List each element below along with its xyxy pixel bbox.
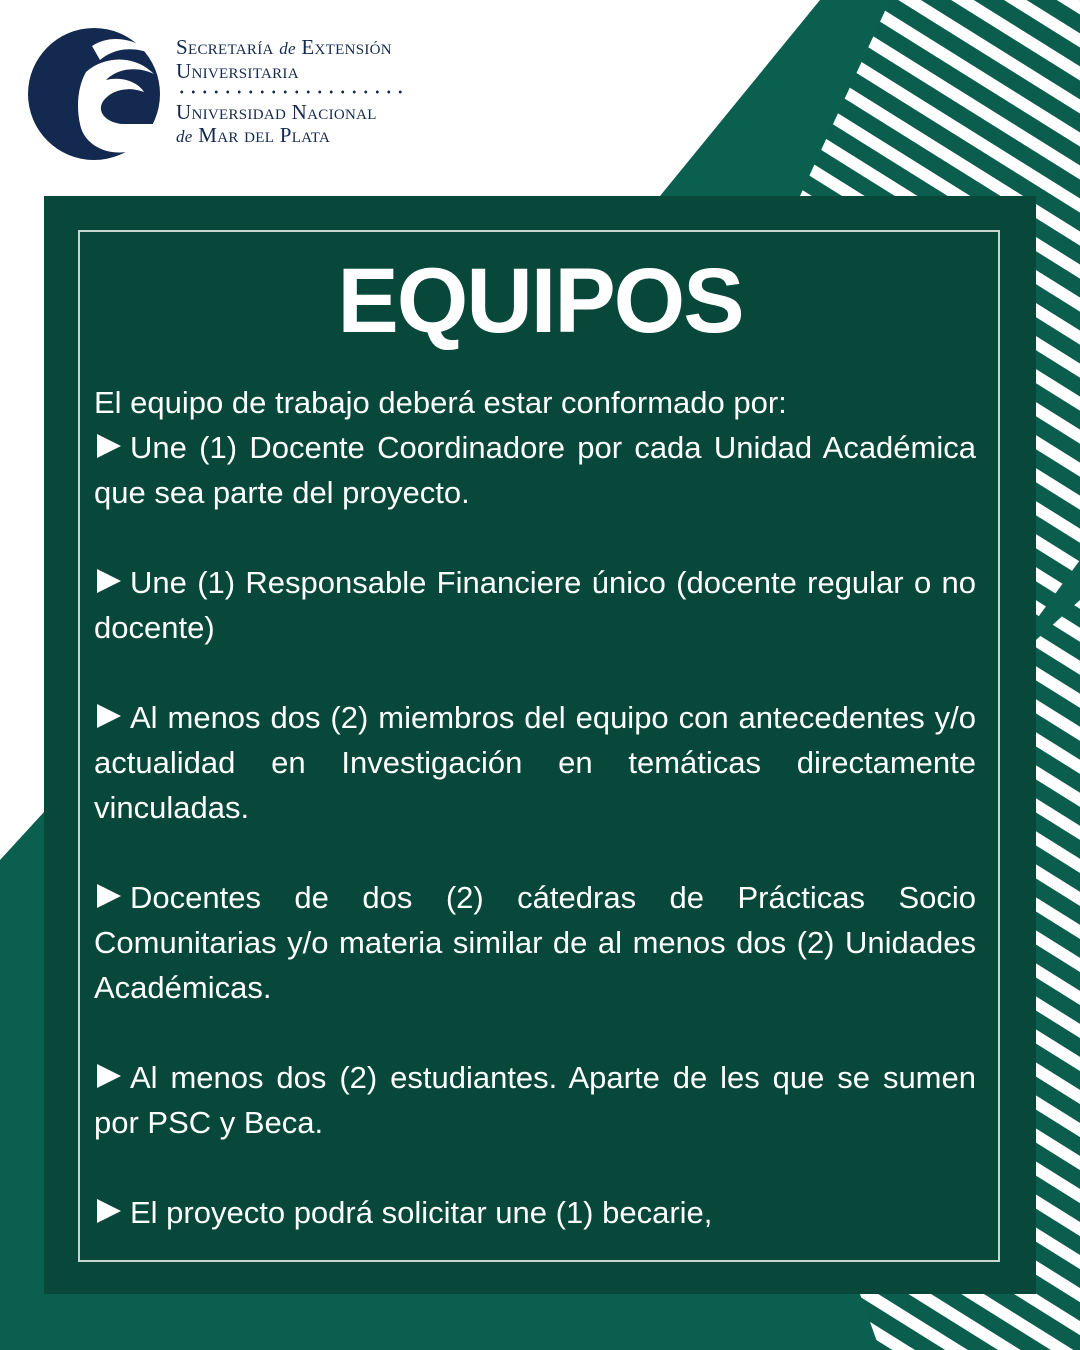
logo-secretaria bbox=[176, 36, 436, 83]
intro-text: El equipo de trabajo deberá estar conformado por: bbox=[94, 385, 787, 420]
logo-text-de: de bbox=[279, 39, 296, 58]
play-arrow-icon bbox=[94, 881, 124, 911]
logo-dotted-divider bbox=[176, 89, 406, 95]
requirements-list bbox=[94, 380, 976, 1235]
list-item: Une (1) Responsable Financiere único (docente regular o no docente) bbox=[94, 565, 976, 645]
list-item: Al menos dos (2) estudiantes. Aparte de les que se sumen por PSC y Beca. bbox=[94, 1060, 976, 1140]
list-item: Une (1) Docente Coordinadore por cada Unidad Académica que sea parte del proyecto. bbox=[94, 430, 976, 510]
play-arrow-icon bbox=[94, 1196, 124, 1226]
logo-text-extension: Extensión bbox=[301, 35, 392, 59]
play-arrow-icon bbox=[94, 566, 124, 596]
logo-text-universidad-nacional: Universidad Nacional bbox=[176, 100, 377, 124]
play-arrow-icon bbox=[94, 701, 124, 731]
list-item: El proyecto podrá solicitar une (1) becarie, bbox=[94, 1190, 976, 1235]
logo-universidad bbox=[176, 101, 436, 148]
list-item: Docentes de dos (2) cátedras de Prácticas Socio Comunitarias y/o materia similar de al menos dos (2) Unidades Académicas. bbox=[94, 880, 976, 1005]
play-arrow-icon bbox=[94, 431, 124, 461]
university-logo-icon bbox=[26, 26, 162, 162]
logo-wordmark bbox=[176, 36, 436, 148]
logo-text-universitaria: Universitaria bbox=[176, 59, 299, 83]
play-arrow-icon bbox=[94, 1061, 124, 1091]
list-item: Al menos dos (2) miembros del equipo con antecedentes y/o actualidad en Investigación en temáticas directamente vinculadas. bbox=[94, 700, 976, 825]
logo-text-de-2: de bbox=[176, 127, 193, 146]
page-title: EQUIPOS bbox=[337, 250, 743, 352]
logo-text-mar-del-plata: Mar del Plata bbox=[198, 123, 331, 147]
logo-text-secretaria: Secretaría bbox=[176, 35, 274, 59]
